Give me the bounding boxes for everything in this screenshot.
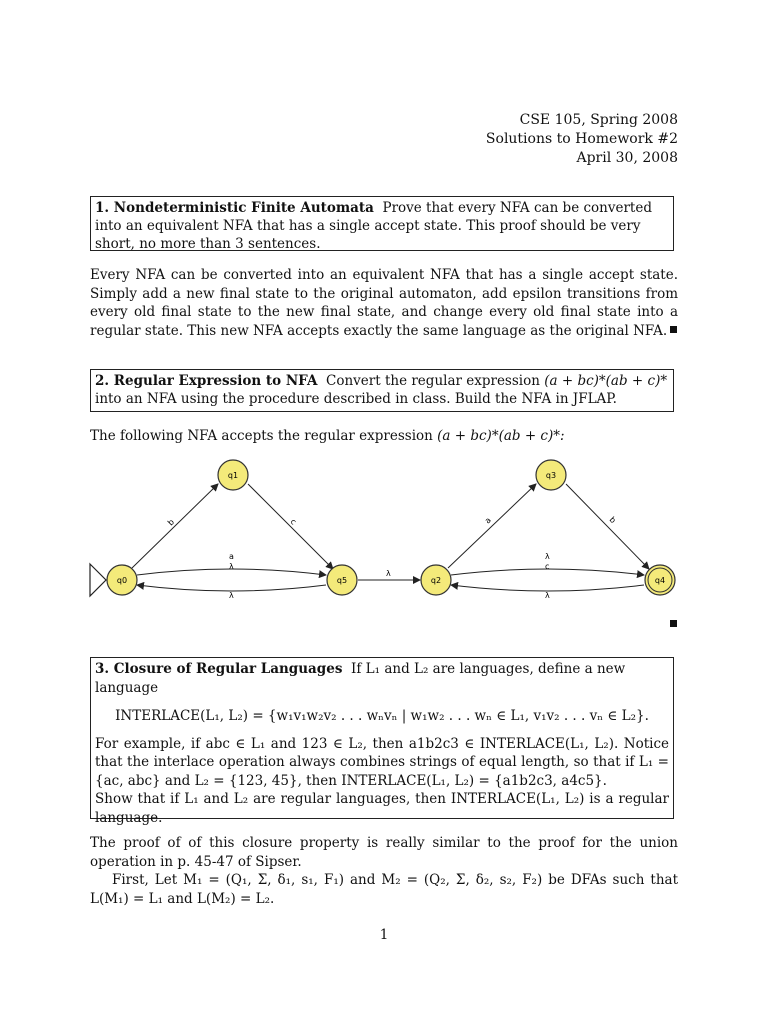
- state-q1: [218, 460, 248, 490]
- answer-2-intro-text: The following NFA accepts the regular expression: [90, 428, 433, 444]
- state-q2-label: q2: [430, 576, 442, 585]
- answer-2-intro: [90, 427, 678, 446]
- answer-2-regex: (a + bc)*(ab + c)*:: [437, 428, 565, 444]
- label-q2-q4-c: c: [545, 562, 550, 571]
- state-q3: [536, 460, 566, 490]
- header-title: Solutions to Homework #2: [485, 131, 678, 147]
- problem-3-task: Show that if L₁ and L₂ are regular languages, then INTERLACE(L₁, L₂) is a regular language.: [95, 791, 669, 826]
- problem-2-box: [90, 369, 674, 412]
- problem-3-example: For example, if abc ∈ L₁ and 123 ∈ L₂, then a1b2c3 ∈ INTERLACE(L₁, L₂). Notice that the interlace operation always combines strings of equal length, so that if L₁ = {ac, abc} and L₂ = {123, 45}, then INTERLACE(L₁, L₂) = {a1b2c3, a4c5}.: [95, 735, 669, 789]
- label-q0-q1: b: [166, 517, 177, 528]
- label-q2-q3: a: [483, 515, 493, 526]
- label-q5-q2: λ: [386, 569, 391, 578]
- answer-3-paragraph-1: The proof of of this closure property is really similar to the proof for the union operation in p. 45-47 of Sipser.: [90, 835, 678, 870]
- edge-q1-q5: [248, 484, 333, 569]
- state-q0-label: q0: [116, 576, 128, 585]
- edge-q2-q3: [448, 484, 536, 568]
- problem-3-title: 3. Closure of Regular Languages: [95, 661, 343, 677]
- state-q5: [327, 565, 357, 595]
- problem-3-intro: If L₁ and L₂ are languages, define a new language: [95, 661, 626, 696]
- page-number: 1: [379, 927, 389, 943]
- answer-1: Every NFA can be converted into an equivalent NFA that has a single accept state. Simply add a new final state to the original automaton, add epsilon transitions from every old final state to the new final state, and change every old final state into a regular state. This new NFA accepts exactly the same language as the original NFA.: [90, 267, 678, 339]
- label-q5-q0: λ: [229, 591, 234, 600]
- problem-2-regex: (a + bc)*(ab + c)*: [544, 373, 668, 389]
- label-q0-q5-lambda: λ: [229, 562, 234, 571]
- problem-2-text-a: Convert the regular expression: [326, 373, 540, 389]
- state-q4-label: q4: [654, 576, 666, 585]
- qed-1-mark: [670, 326, 677, 333]
- label-q4-q2: λ: [545, 591, 550, 600]
- header-course: CSE 105, Spring 2008: [519, 112, 678, 128]
- interlace-definition: INTERLACE(L₁, L₂) = {w₁v₁w₂v₂ . . . wₙvₙ | w₁w₂ . . . wₙ ∈ L₁, v₁v₂ . . . vₙ ∈ L₂}.: [115, 708, 649, 724]
- state-q4: [645, 565, 675, 595]
- label-q0-q5-a: a: [229, 552, 234, 561]
- problem-1-box: [90, 196, 674, 251]
- label-q3-q4: b: [607, 515, 618, 526]
- problem-2-title: 2. Regular Expression to NFA: [95, 373, 318, 389]
- state-q3-label: q3: [545, 471, 557, 480]
- state-q1-label: q1: [227, 471, 239, 480]
- nfa-diagram: [0, 450, 768, 610]
- problem-3-box: [90, 657, 674, 826]
- problem-3-heading: [95, 660, 669, 697]
- state-q0: [107, 565, 137, 595]
- problem-1-title: 1. Nondeterministic Finite Automata: [95, 200, 374, 216]
- qed-2-mark: [670, 620, 677, 627]
- label-q1-q5: c: [288, 517, 299, 527]
- label-q2-q4-lambda: λ: [545, 552, 550, 561]
- edge-q0-q1: [132, 484, 218, 568]
- problem-2-text-b: into an NFA using the procedure described in class. Build the NFA in JFLAP.: [95, 391, 617, 407]
- edge-q3-q4: [566, 484, 649, 569]
- start-state-arrow: [90, 564, 106, 596]
- course-header: [486, 111, 678, 168]
- header-date: April 30, 2008: [576, 150, 678, 166]
- state-q5-label: q5: [336, 576, 348, 585]
- state-q2: [421, 565, 451, 595]
- answer-3-paragraph-2: First, Let M₁ = (Q₁, Σ, δ₁, s₁, F₁) and M₂ = (Q₂, Σ, δ₂, s₂, F₂) be DFAs such that L(M₁) = L₁ and L(M₂) = L₂.: [90, 872, 678, 907]
- problem-1-text: Prove that every NFA can be converted into an equivalent NFA that has a single accept state. This proof should be very short, no more than 3 sentences.: [95, 200, 652, 252]
